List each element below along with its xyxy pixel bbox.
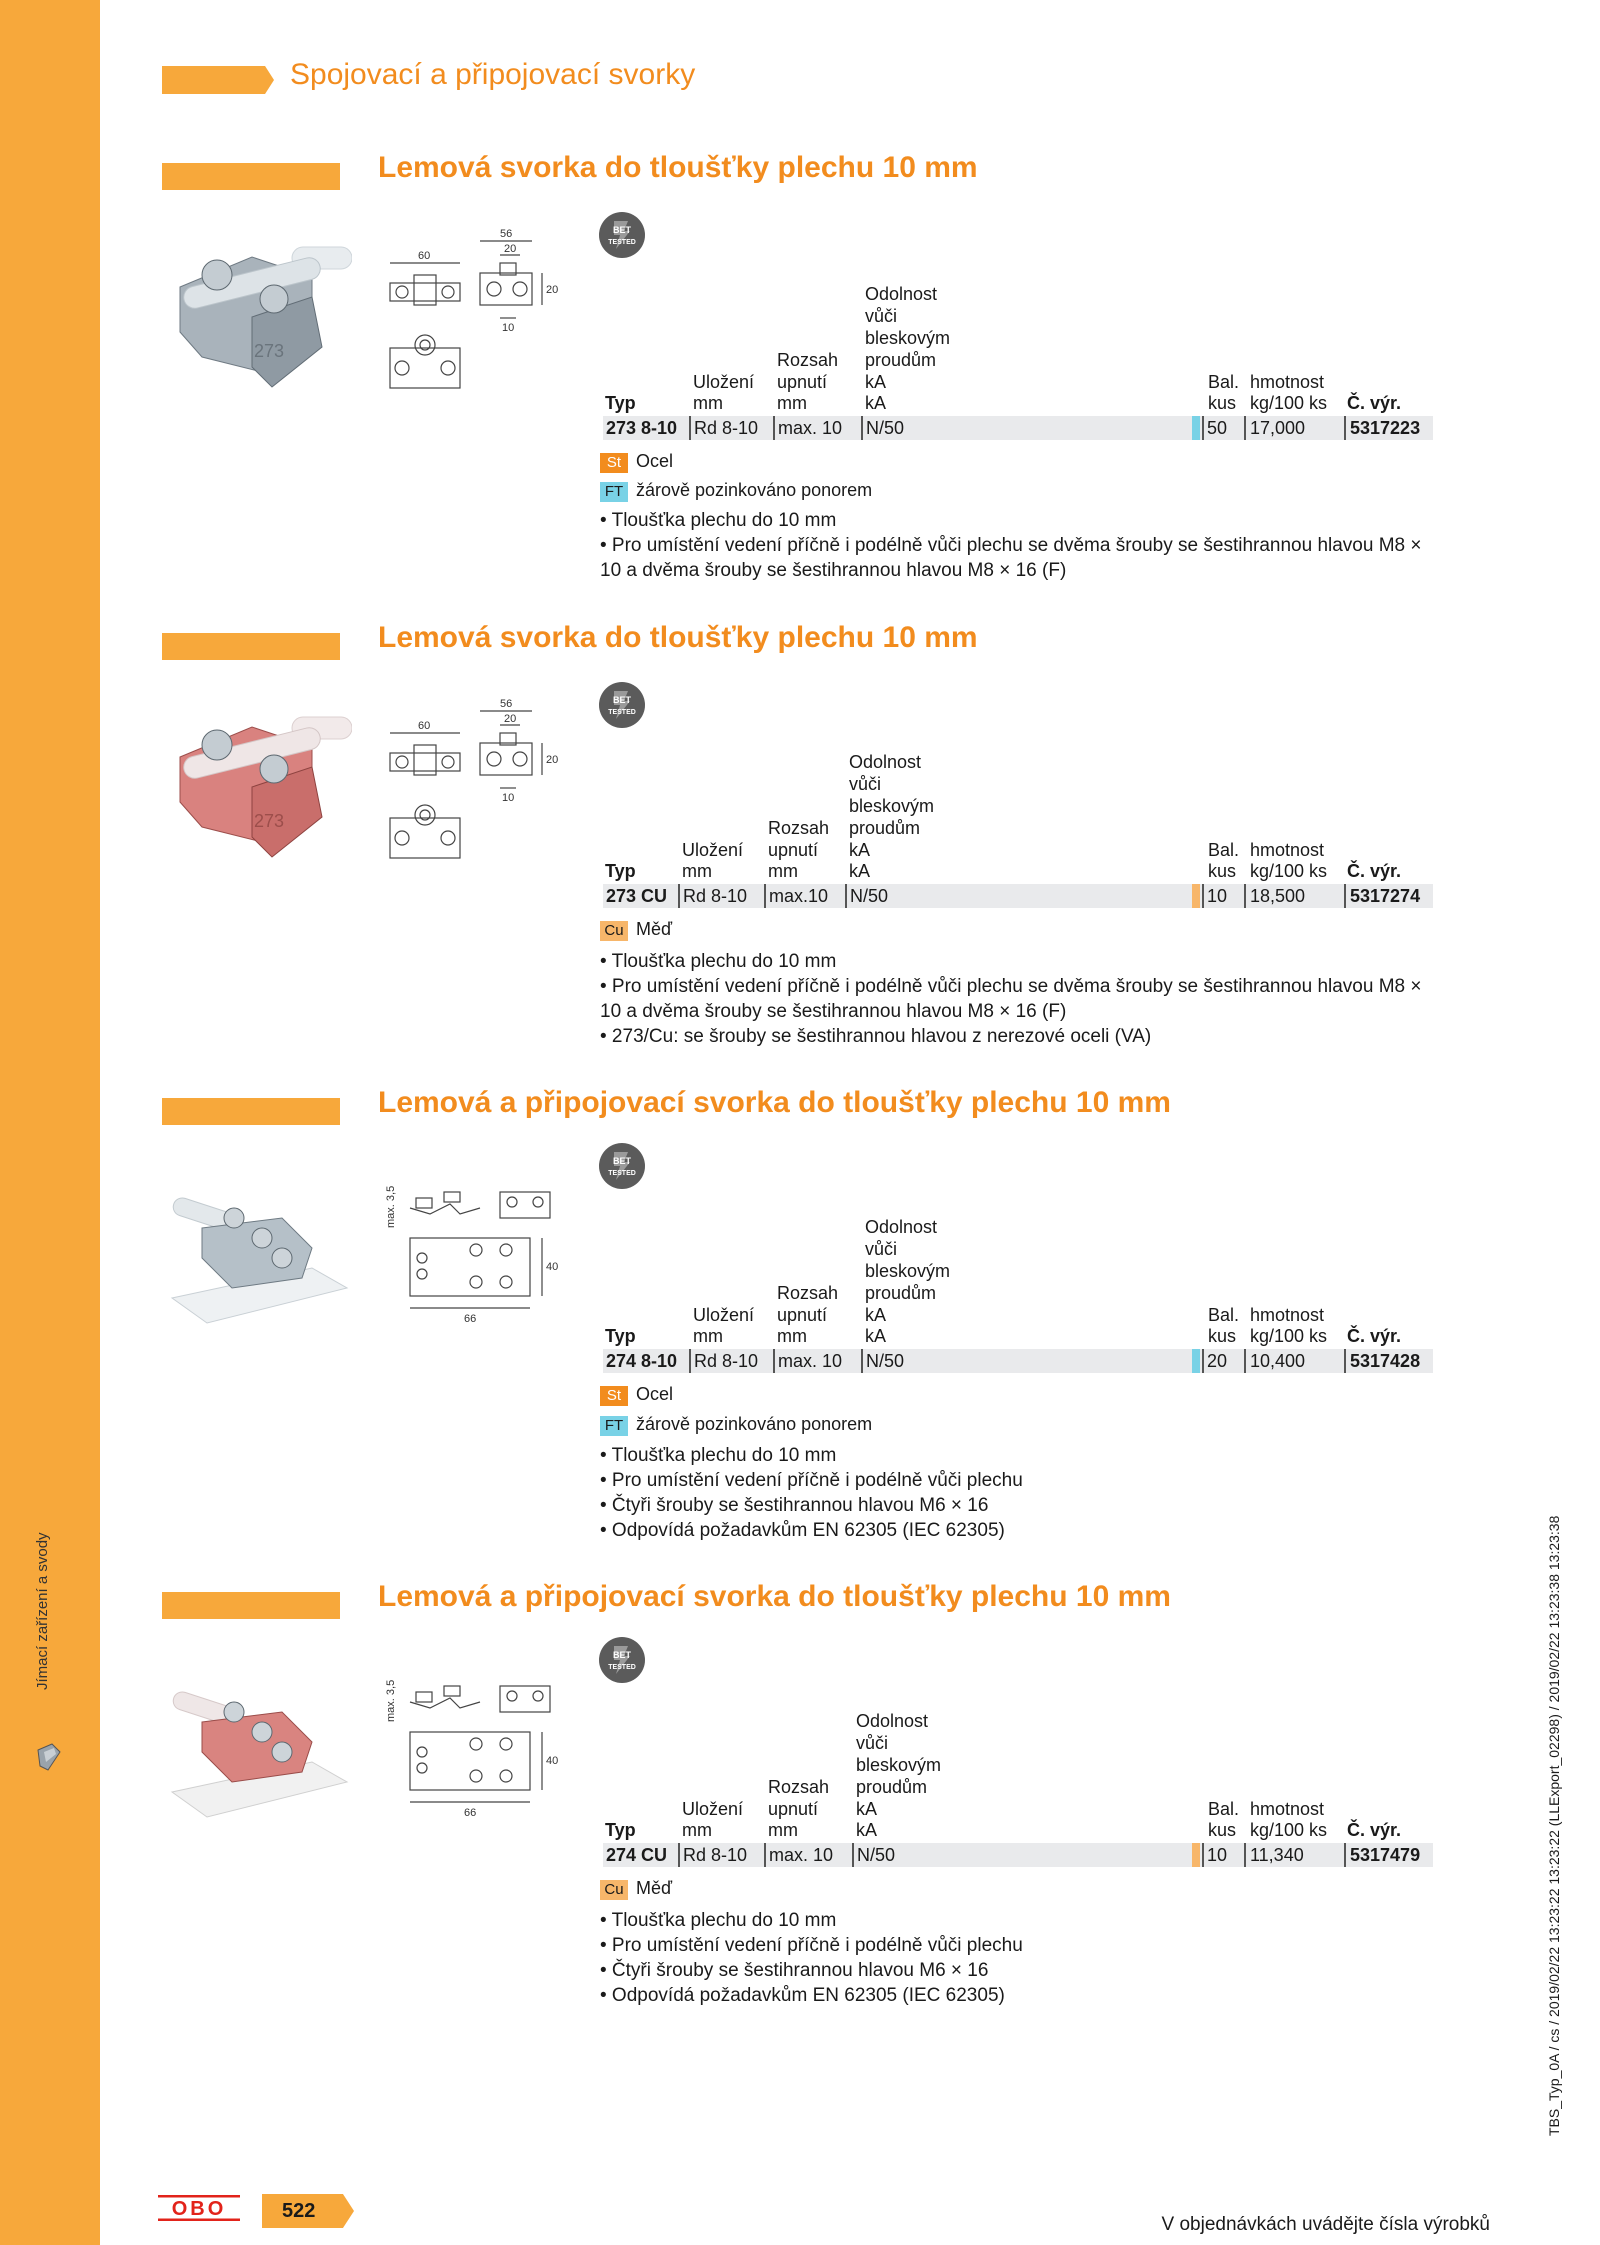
- material-label: Měď: [636, 1878, 673, 1898]
- dim-label: 10: [502, 792, 515, 804]
- col-header-rozsah-3: mm: [768, 1820, 798, 1840]
- material-label: Ocel: [636, 1384, 674, 1404]
- cell-typ: 273 CU: [606, 886, 668, 906]
- col-header-hmotnost-1: hmotnost: [1250, 1799, 1325, 1819]
- section-bar: [162, 163, 340, 190]
- col-header-cvyr: Č. výr.: [1347, 1820, 1402, 1840]
- list-item: • Tloušťka plechu do 10 mm: [600, 1445, 837, 1466]
- material-code-badge: St: [600, 453, 628, 473]
- col-header-rozsah-1: Rozsah: [768, 818, 830, 838]
- cell-hmotnost: 10,400: [1250, 1351, 1306, 1371]
- svg-text:BET: BET: [613, 1650, 631, 1660]
- material-code-badge: Cu: [600, 921, 628, 941]
- col-header-odolnost-1: Odolnost: [865, 284, 938, 304]
- section-title: Lemová svorka do tloušťky plechu 10 mm: [378, 151, 978, 184]
- sidebar-label: Jímací zařízení a svody: [34, 1532, 51, 1690]
- material-code-badge: Cu: [600, 1880, 628, 1900]
- lightning-rod-icon: [34, 1740, 64, 1774]
- dim-label: 40: [546, 1261, 559, 1273]
- col-header-rozsah-1: Rozsah: [777, 1283, 839, 1303]
- col-header-cvyr: Č. výr.: [1347, 1326, 1402, 1346]
- bet-tested-badge-icon: [598, 681, 646, 729]
- material-label: Ocel: [636, 451, 674, 471]
- svg-text:TESTED: TESTED: [608, 239, 636, 246]
- technical-drawing-274: [380, 1178, 570, 1333]
- col-header-cvyr: Č. výr.: [1347, 393, 1402, 413]
- col-header-rozsah-2: upnutí: [777, 1305, 828, 1325]
- cell-rozsah: max. 10: [778, 1351, 843, 1371]
- col-header-odolnost-2: vůči: [865, 306, 898, 326]
- col-header-odolnost-4: proudům: [856, 1777, 928, 1797]
- svg-text:OBO: OBO: [171, 2198, 227, 2220]
- list-item: • Tloušťka plechu do 10 mm: [600, 1910, 837, 1931]
- cell-bal: 20: [1207, 1351, 1228, 1371]
- cell-odolnost: N/50: [866, 1351, 905, 1371]
- cell-hmotnost: 18,500: [1250, 886, 1306, 906]
- col-header-odolnost-5: kA: [856, 1799, 878, 1819]
- col-header-odolnost-2: vůči: [865, 1239, 898, 1259]
- cell-ulozeni: Rd 8-10: [683, 886, 748, 906]
- product-photo-274-copper: [162, 1682, 352, 1832]
- cell-cvyr: 5317479: [1350, 1845, 1421, 1865]
- section-title: Lemová svorka do tloušťky plechu 10 mm: [378, 621, 978, 654]
- dim-label: 60: [418, 720, 431, 732]
- svg-text:BET: BET: [613, 225, 631, 235]
- col-header-rozsah-2: upnutí: [777, 372, 828, 392]
- col-header-odolnost-2: vůči: [856, 1733, 889, 1753]
- col-header-bal-1: Bal.: [1208, 372, 1240, 392]
- cell-cvyr: 5317428: [1350, 1351, 1421, 1371]
- feature-list: [600, 949, 1440, 1049]
- material-code-badge: FT: [600, 482, 628, 502]
- page-title: Spojovací a připojovací svorky: [290, 58, 696, 91]
- dim-label: 66: [464, 1313, 477, 1325]
- cell-odolnost: N/50: [866, 418, 905, 438]
- dim-label: 20: [546, 754, 559, 766]
- col-header-ulozeni-2: mm: [682, 1820, 712, 1840]
- col-header-ulozeni-2: mm: [693, 1326, 723, 1346]
- cell-odolnost: N/50: [850, 886, 889, 906]
- cell-ulozeni: Rd 8-10: [694, 1351, 759, 1371]
- col-header-odolnost-3: bleskovým: [849, 796, 935, 816]
- row-marker: [1192, 884, 1200, 908]
- svg-text:273: 273: [254, 341, 285, 361]
- list-item: • 273/Cu: se šrouby se šestihrannou hlavou z nerezové oceli (VA): [600, 1026, 1152, 1047]
- feature-list: [600, 1443, 1440, 1543]
- technical-drawing-274: [380, 1672, 570, 1827]
- cell-ulozeni: Rd 8-10: [683, 1845, 748, 1865]
- dim-label: 10: [502, 322, 515, 334]
- footer-note: V objednávkách uvádějte čísla výrobků: [1161, 2214, 1490, 2235]
- svg-text:TESTED: TESTED: [608, 1664, 636, 1671]
- dim-label: 60: [418, 250, 431, 262]
- col-header-ulozeni-1: Uložení: [693, 1305, 755, 1325]
- cell-typ: 273 8-10: [606, 418, 678, 438]
- col-header-hmotnost-1: hmotnost: [1250, 1305, 1325, 1325]
- bet-tested-badge-icon: [598, 1636, 646, 1684]
- col-header-odolnost-1: Odolnost: [849, 752, 922, 772]
- dim-label: 56: [500, 228, 513, 240]
- technical-drawing-273: [380, 223, 570, 413]
- col-header-odolnost-1: Odolnost: [865, 1217, 938, 1237]
- col-header-odolnost-6: kA: [856, 1820, 878, 1840]
- col-header-rozsah-1: Rozsah: [777, 350, 839, 370]
- material-code-badge: FT: [600, 1416, 628, 1436]
- col-header-odolnost-5: kA: [865, 1305, 887, 1325]
- col-header-typ: Typ: [605, 861, 636, 881]
- product-photo-273-steel: [162, 227, 352, 412]
- col-header-rozsah-3: mm: [768, 861, 798, 881]
- feature-list: [600, 1908, 1440, 2008]
- dim-label: 56: [500, 698, 513, 710]
- col-header-odolnost-5: kA: [865, 372, 887, 392]
- col-header-bal-2: kus: [1208, 393, 1237, 413]
- col-header-typ: Typ: [605, 1820, 636, 1840]
- material-line: [600, 1413, 872, 1436]
- dim-label: 40: [546, 1755, 559, 1767]
- list-item: • Čtyři šrouby se šestihrannou hlavou M6 × 16: [600, 1960, 989, 1981]
- col-header-hmotnost-1: hmotnost: [1250, 372, 1325, 392]
- obo-logo: [158, 2195, 240, 2221]
- cell-ulozeni: Rd 8-10: [694, 418, 759, 438]
- col-header-odolnost-3: bleskovým: [865, 1261, 951, 1281]
- col-header-typ: Typ: [605, 1326, 636, 1346]
- list-item: • Tloušťka plechu do 10 mm: [600, 951, 837, 972]
- list-item: • Tloušťka plechu do 10 mm: [600, 510, 837, 531]
- dim-label: 20: [546, 284, 559, 296]
- col-header-odolnost-4: proudům: [865, 350, 937, 370]
- material-line: [600, 1877, 672, 1900]
- dim-label: 20: [504, 243, 517, 255]
- col-header-ulozeni-1: Uložení: [682, 840, 744, 860]
- bet-tested-badge-icon: [598, 211, 646, 259]
- col-header-rozsah-3: mm: [777, 393, 807, 413]
- list-item: • Čtyři šrouby se šestihrannou hlavou M6 × 16: [600, 1495, 989, 1516]
- material-line: [600, 918, 672, 941]
- col-header-odolnost-3: bleskovým: [856, 1755, 942, 1775]
- material-line: [600, 450, 673, 473]
- col-header-odolnost-6: kA: [865, 393, 887, 413]
- product-photo-273-copper: [162, 697, 352, 882]
- col-header-rozsah-2: upnutí: [768, 840, 819, 860]
- col-header-hmotnost-2: kg/100 ks: [1250, 1326, 1328, 1346]
- section-bar: [162, 633, 340, 660]
- material-line: [600, 479, 872, 502]
- col-header-odolnost-4: proudům: [865, 1283, 937, 1303]
- col-header-odolnost-2: vůči: [849, 774, 882, 794]
- material-line: [600, 1383, 673, 1406]
- export-metadata: TBS_Typ_0A / cs / 2019/02/22 13:23:22 13:23:22 (LLExport_02298) / 2019/02/22 13:23:38 13:23:38: [1546, 1515, 1562, 2136]
- svg-text:BET: BET: [613, 1156, 631, 1166]
- svg-text:TESTED: TESTED: [608, 709, 636, 716]
- col-header-bal-2: kus: [1208, 1820, 1237, 1840]
- material-label: Měď: [636, 919, 673, 939]
- col-header-cvyr: Č. výr.: [1347, 861, 1402, 881]
- cell-cvyr: 5317274: [1350, 886, 1421, 906]
- col-header-bal-1: Bal.: [1208, 840, 1240, 860]
- col-header-bal-2: kus: [1208, 861, 1237, 881]
- sidebar-band: [0, 0, 100, 2245]
- svg-text:TESTED: TESTED: [608, 1170, 636, 1177]
- list-item: • Pro umístění vedení příčně i podélně vůči plechu: [600, 1935, 1023, 1956]
- cell-hmotnost: 11,340: [1250, 1845, 1304, 1865]
- col-header-bal-1: Bal.: [1208, 1305, 1240, 1325]
- col-header-ulozeni-1: Uložení: [682, 1799, 744, 1819]
- product-photo-274-steel: [162, 1188, 352, 1338]
- cell-typ: 274 CU: [606, 1845, 668, 1865]
- row-marker: [1192, 416, 1200, 440]
- cell-bal: 10: [1207, 886, 1228, 906]
- cell-rozsah: max.10: [769, 886, 829, 906]
- section-title: Lemová a připojovací svorka do tloušťky plechu 10 mm: [378, 1580, 1171, 1613]
- col-header-rozsah-3: mm: [777, 1326, 807, 1346]
- svg-text:BET: BET: [613, 695, 631, 705]
- feature-list: [600, 508, 1440, 583]
- list-item: • Odpovídá požadavkům EN 62305 (IEC 62305): [600, 1985, 1005, 2006]
- cell-cvyr: 5317223: [1350, 418, 1421, 438]
- section-bar: [162, 1592, 340, 1619]
- section-bar: [162, 1098, 340, 1125]
- dim-label: max. 3,5: [385, 1679, 397, 1722]
- col-header-rozsah-1: Rozsah: [768, 1777, 830, 1797]
- page-number: 522: [282, 2200, 316, 2222]
- list-item: • Pro umístění vedení příčně i podélně vůči plechu se dvěma šrouby se šestihrannou hlavou M8 × 10 a dvěma šrouby se šestihrannou hlavou M8 × 16 (F): [600, 535, 1422, 581]
- cell-typ: 274 8-10: [606, 1351, 678, 1371]
- material-code-badge: St: [600, 1386, 628, 1406]
- col-header-ulozeni-2: mm: [682, 861, 712, 881]
- technical-drawing-273: [380, 693, 570, 883]
- col-header-rozsah-2: upnutí: [768, 1799, 819, 1819]
- dim-label: max. 3,5: [385, 1185, 397, 1228]
- list-item: • Pro umístění vedení příčně i podélně vůči plechu: [600, 1470, 1023, 1491]
- col-header-bal-1: Bal.: [1208, 1799, 1240, 1819]
- col-header-typ: Typ: [605, 393, 636, 413]
- col-header-odolnost-1: Odolnost: [856, 1711, 929, 1731]
- material-label: žárově pozinkováno ponorem: [636, 480, 873, 500]
- bet-tested-badge-icon: [598, 1142, 646, 1190]
- row-marker: [1192, 1843, 1200, 1867]
- col-header-hmotnost-2: kg/100 ks: [1250, 861, 1328, 881]
- col-header-odolnost-4: proudům: [849, 818, 921, 838]
- material-label: žárově pozinkováno ponorem: [636, 1414, 873, 1434]
- cell-bal: 10: [1207, 1845, 1228, 1865]
- cell-rozsah: max. 10: [778, 418, 843, 438]
- col-header-odolnost-3: bleskovým: [865, 328, 951, 348]
- section-title: Lemová a připojovací svorka do tloušťky plechu 10 mm: [378, 1086, 1171, 1119]
- col-header-odolnost-6: kA: [865, 1326, 887, 1346]
- col-header-odolnost-5: kA: [849, 840, 871, 860]
- col-header-bal-2: kus: [1208, 1326, 1237, 1346]
- list-item: • Pro umístění vedení příčně i podélně vůči plechu se dvěma šrouby se šestihrannou hlavou M8 × 10 a dvěma šrouby se šestihrannou hlavou M8 × 16 (F): [600, 976, 1422, 1022]
- list-item: • Odpovídá požadavkům EN 62305 (IEC 62305): [600, 1520, 1005, 1541]
- dim-label: 20: [504, 713, 517, 725]
- dim-label: 66: [464, 1807, 477, 1819]
- cell-bal: 50: [1207, 418, 1228, 438]
- cell-odolnost: N/50: [857, 1845, 896, 1865]
- col-header-ulozeni-1: Uložení: [693, 372, 755, 392]
- svg-text:273: 273: [254, 811, 285, 831]
- col-header-hmotnost-2: kg/100 ks: [1250, 393, 1328, 413]
- col-header-odolnost-6: kA: [849, 861, 871, 881]
- cell-hmotnost: 17,000: [1250, 418, 1306, 438]
- header-tab: [162, 66, 274, 94]
- col-header-hmotnost-1: hmotnost: [1250, 840, 1325, 860]
- row-marker: [1192, 1349, 1200, 1373]
- cell-rozsah: max. 10: [769, 1845, 834, 1865]
- col-header-hmotnost-2: kg/100 ks: [1250, 1820, 1328, 1840]
- col-header-ulozeni-2: mm: [693, 393, 723, 413]
